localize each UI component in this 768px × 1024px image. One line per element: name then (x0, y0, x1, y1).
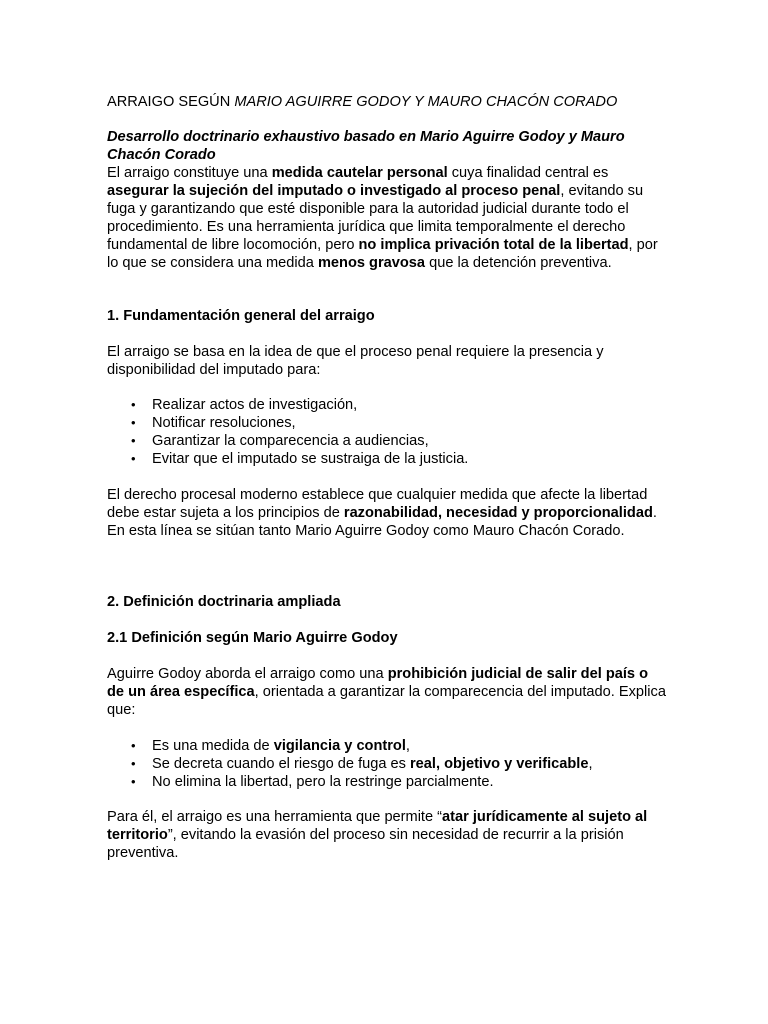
list-item (152, 737, 667, 755)
title-plain: ARRAIGO SEGÚN (107, 94, 235, 110)
item-text: Se decreta cuando el riesgo de fuga es (152, 756, 410, 772)
s1p2-bold-1: razonabilidad, necesidad y proporcionalidad (343, 505, 653, 521)
item-text-end: , (588, 756, 593, 772)
section2-paragraph-2 (107, 808, 667, 862)
intro-text-4: , por lo que se considera una medida (107, 237, 658, 271)
s2p2-text-1: Para él, el arraigo es una herramienta que permite “ (107, 809, 443, 825)
s2p2-text-2: ”, evitando la evasión del proceso sin necesidad de recurrir a la prisión preventiva. (107, 827, 624, 861)
section1-list (107, 396, 667, 468)
list-item (152, 755, 667, 773)
section2-1-heading: 2.1 Definición según Mario Aguirre Godoy (107, 630, 398, 646)
intro-paragraph (107, 164, 667, 272)
document-page (107, 93, 667, 862)
intro-bold-3: no implica privación total de la libertad (358, 237, 629, 253)
section2-heading: 2. Definición doctrinaria ampliada (107, 594, 341, 610)
s2p1-bold-1: prohibición judicial de salir del país o de un área específica (107, 666, 648, 700)
s1p2-text-1: El derecho procesal moderno establece que cualquier medida que afecte la libertad debe estar sujeta a los principios de (107, 487, 648, 521)
section1-heading: 1. Fundamentación general del arraigo (107, 308, 375, 324)
section1-paragraph-2 (107, 486, 667, 540)
section2-list (107, 737, 667, 791)
intro-bold-1: medida cautelar personal (271, 165, 448, 181)
title-italic: MARIO AGUIRRE GODOY Y MAURO CHACÓN CORADO (234, 94, 618, 110)
item-text-end: , (405, 738, 410, 754)
list-item: • Garantizar la comparecencia a audiencias, (152, 432, 667, 450)
s2p1-text-2: , orientada a garantizar la comparecencia del imputado. Explica que: (107, 684, 666, 718)
document-subtitle: Desarrollo doctrinario exhaustivo basado en Mario Aguirre Godoy y Mauro Chacón Corado (107, 129, 625, 163)
document-title (107, 93, 667, 111)
list-item: • Realizar actos de investigación, (152, 396, 667, 414)
section2-paragraph-1 (107, 665, 667, 719)
item-bold: real, objetivo y verificable (410, 756, 589, 772)
intro-text-2: cuya finalidad central es (447, 165, 609, 181)
s2p2-bold-1: atar jurídicamente al sujeto al territorio (107, 809, 648, 843)
section1-paragraph-1: El arraigo se basa en la idea de que el proceso penal requiere la presencia y disponibilidad del imputado para: (107, 344, 604, 378)
intro-text-1: El arraigo constituye una (107, 165, 272, 181)
s2p1-text-1: Aguirre Godoy aborda el arraigo como una (107, 666, 388, 682)
list-item (152, 773, 667, 791)
item-text: No elimina la libertad, pero la restringe parcialmente. (152, 774, 494, 790)
list-item: • Notificar resoluciones, (152, 414, 667, 432)
item-text: Es una medida de (152, 738, 274, 754)
intro-bold-2: asegurar la sujeción del imputado o investigado al proceso penal (107, 183, 561, 199)
intro-text-3: , evitando su fuga y garantizando que esté disponible para la autoridad judicial durante todo el procedimiento. Es una herramienta jurídica que limita temporalmente el derecho fundamental de libre locomoción, pero (107, 183, 644, 253)
item-bold: vigilancia y control (273, 738, 406, 754)
list-item: • Evitar que el imputado se sustraiga de la justicia. (152, 450, 667, 468)
intro-bold-4: menos gravosa (317, 255, 426, 271)
s1p2-text-2: . En esta línea se sitúan tanto Mario Aguirre Godoy como Mauro Chacón Corado. (107, 505, 657, 539)
intro-text-5: que la detención preventiva. (425, 255, 612, 271)
